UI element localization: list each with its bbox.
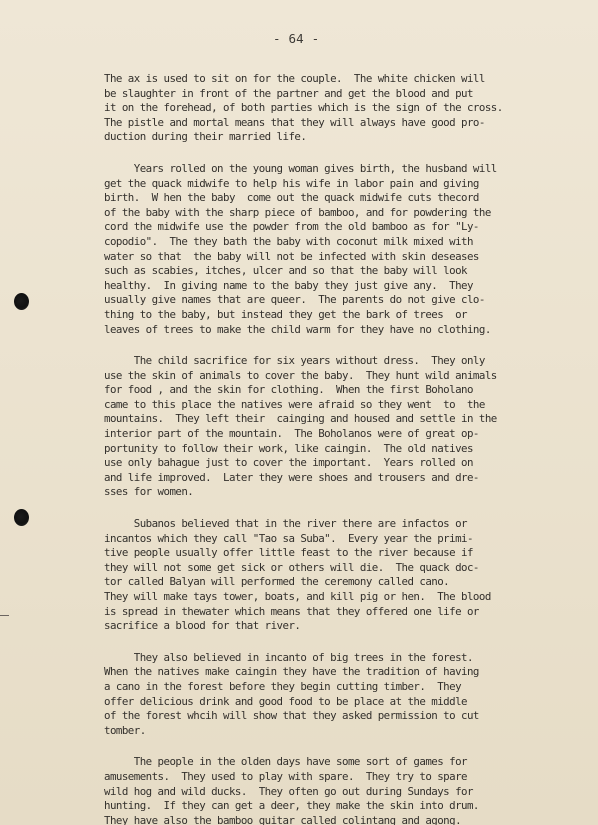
text-line: of the baby with the sharp piece of bamboo, and for powdering the <box>104 205 491 219</box>
binder-hole <box>14 509 29 526</box>
text-line: amusements. They used to play with spare. They try to spare <box>104 769 467 783</box>
text-line: sses for women. <box>104 485 194 499</box>
text-line: offer delicious drink and good food to be place at the middle <box>104 694 467 708</box>
text-line: get the quack midwife to help his wife in labor pain and giving <box>104 176 479 190</box>
text-line: tor called Balyan will performed the ceremony called cano. <box>104 575 450 589</box>
text-line: use the skin of animals to cover the baby. They hunt wild animals <box>104 368 497 382</box>
paragraph-child-sacrifice <box>104 354 574 500</box>
page-number: - 64 - <box>273 31 320 46</box>
text-line: be slaughter in front of the partner and get the blood and put <box>104 86 473 100</box>
paragraph-forest-beliefs <box>104 651 574 739</box>
text-line: The child sacrifice for six years without dress. They only <box>104 354 485 368</box>
text-line: Years rolled on the young woman gives birth, the husband will <box>104 161 497 175</box>
text-line: birth. W hen the baby come out the quack midwife cuts thecord <box>104 191 479 205</box>
text-line: duction during their married life. <box>104 130 307 144</box>
text-line: a cano in the forest before they begin cutting timber. They <box>104 679 462 693</box>
text-line: portunity to follow their work, like caingin. The old natives <box>104 441 473 455</box>
text-line: When the natives make caingin they have the tradition of having <box>104 665 479 679</box>
text-line: They also believed in incanto of big trees in the forest. <box>104 650 473 664</box>
text-line: tomber. <box>104 723 146 737</box>
text-line: healthy. In giving name to the baby they just give any. They <box>104 278 473 292</box>
text-line: Subanos believed that in the river there are infactos or <box>104 517 467 531</box>
text-line: The pistle and mortal means that they will always have good pro- <box>104 115 485 129</box>
text-line: water so that the baby will not be infected with skin deseases <box>104 249 479 263</box>
text-line: copodio". The they bath the baby with coconut milk mixed with <box>104 234 473 248</box>
text-line: interior part of the mountain. The Boholanos were of great op- <box>104 427 479 441</box>
text-line: is spread in thewater which means that they offered one life or <box>104 604 479 618</box>
text-line: They have also the bamboo guitar called colintang and agong. <box>104 813 462 825</box>
edge-mark <box>0 615 9 616</box>
text-line: cord the midwife use the powder from the old bamboo as for "Ly- <box>104 220 479 234</box>
text-line: They will make tays tower, boats, and kill pig or hen. The blood <box>104 590 491 603</box>
paragraph-games <box>104 755 574 825</box>
text-line: The people in the olden days have some sort of games for <box>104 755 467 769</box>
text-line: use only bahague just to cover the important. Years rolled on <box>104 456 473 470</box>
paragraph-ceremony <box>104 72 574 145</box>
paragraph-river-beliefs <box>104 517 574 634</box>
binder-hole <box>14 293 29 310</box>
text-line: came to this place the natives were afraid so they went to the <box>104 397 485 411</box>
text-line: thing to the baby, but instead they get the bark of trees or <box>104 307 467 321</box>
text-line: it on the forehead, of both parties which is the sign of the cross. <box>104 101 503 115</box>
text-line: for food , and the skin for clothing. When the first Boholano <box>104 383 473 397</box>
text-line: hunting. If they can get a deer, they make the skin into drum. <box>104 799 479 813</box>
text-line: they will not some get sick or others will die. The quack doc- <box>104 560 479 574</box>
body-text <box>104 72 574 825</box>
text-line: mountains. They left their cainging and housed and settle in the <box>104 412 497 426</box>
text-line: The ax is used to sit on for the couple. The white chicken will <box>104 72 485 85</box>
text-line: leaves of trees to make the child warm for they have no clothing. <box>104 322 491 336</box>
paragraph-childbirth <box>104 162 574 337</box>
text-line: sacrifice a blood for that river. <box>104 619 301 633</box>
text-line: tive people usually offer little feast to the river because if <box>104 546 473 560</box>
text-line: of the forest whcih will show that they asked permission to cut <box>104 709 479 723</box>
text-line: incantos which they call "Tao sa Suba". Every year the primi- <box>104 531 473 545</box>
text-line: such as scabies, itches, ulcer and so that the baby will look <box>104 264 467 278</box>
text-line: and life improved. Later they were shoes and trousers and dre- <box>104 470 479 484</box>
text-line: usually give names that are queer. The parents do not give clo- <box>104 293 485 307</box>
text-line: wild hog and wild ducks. They often go out during Sundays for <box>104 784 473 798</box>
